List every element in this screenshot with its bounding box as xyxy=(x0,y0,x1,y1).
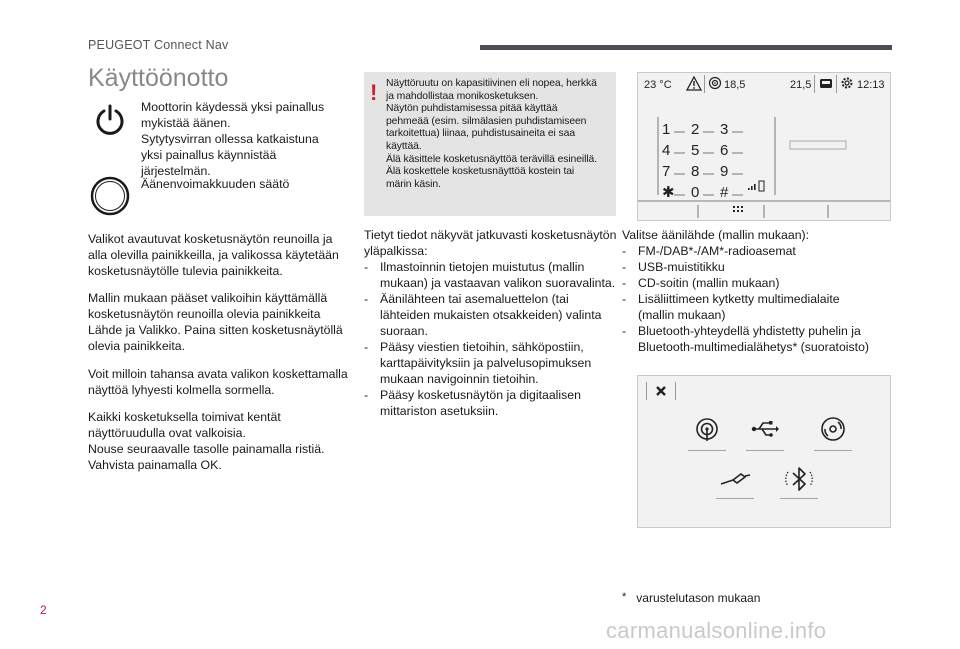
list-item: - USB-muistitikku xyxy=(622,259,912,275)
radio-icon xyxy=(694,416,720,442)
page-number: 2 xyxy=(40,603,47,617)
key-6[interactable]: 6 xyxy=(720,142,729,159)
key-5[interactable]: 5 xyxy=(691,142,700,159)
key-0[interactable]: 0 xyxy=(691,184,700,201)
list-item: - CD-soitin (mallin mukaan) xyxy=(622,275,912,291)
audio-sources-info: Valitse äänilähde (mallin mukaan): - FM-/DAB*-/AM*-radioasemat - USB-muistitikku - CD-soitin (mallin mukaan) - Lisäliittimeen kytketty multimedialaite (mallin mukaan) - Bluetooth-yhteydellä yhdistetty puhelin ja Bluetooth-multimedialähetys* (suoratoisto) xyxy=(622,227,912,355)
source-cd[interactable] xyxy=(814,412,852,451)
source-usb[interactable] xyxy=(746,412,784,451)
screen-audio-sources xyxy=(637,375,891,528)
key-2[interactable]: 2 xyxy=(691,121,700,138)
key-3[interactable]: 3 xyxy=(720,121,729,138)
list-item: - Ilmastoinnin tietojen muistutus (mallin mukaan) ja vastaavan valikon suoravalinta. xyxy=(364,259,620,291)
paragraph-fields: Kaikki kosketuksella toimivat kentät näyttöruudulla ovat valkoisia. Nouse seuraavalle tasolle painamalla ristiä. Vahvista painamalla OK. xyxy=(88,410,325,472)
radio-frequency[interactable]: 18,5 xyxy=(724,79,746,91)
key-9[interactable]: 9 xyxy=(720,163,729,180)
paragraph-three-finger: Voit milloin tahansa avata valikon koskettamalla näyttöä lyhyesti kolmella sormella. xyxy=(88,367,348,397)
key-7[interactable]: 7 xyxy=(662,163,671,180)
watermark[interactable]: carmanualsonline.info xyxy=(606,618,827,643)
source-radio[interactable] xyxy=(688,412,726,451)
bluetooth-icon xyxy=(784,464,814,494)
volume-description: Äänenvoimakkuuden säätö xyxy=(141,177,290,191)
list-item: - Pääsy viestien tietoihin, sähköpostiin, karttapäivityksiin ja palvelusopimuksen mukaan navigoinnin tietoihin. xyxy=(364,339,620,387)
page-title: Käyttöönotto xyxy=(88,64,229,92)
key-hash[interactable]: # xyxy=(720,184,729,201)
key-8[interactable]: 8 xyxy=(691,163,700,180)
usb-icon xyxy=(750,416,780,442)
warning-exclamation-icon: ! xyxy=(370,80,378,105)
close-button[interactable] xyxy=(646,382,676,400)
paragraph-access: Mallin mukaan pääset valikoihin käyttämällä kosketusnäytön reunoilla olevia painikkeita Lähde ja Valikko. Paina sitten kosketusnäytöllä olevia painikkeita. xyxy=(88,291,343,353)
status-bar-info: Tietyt tiedot näkyvät jatkuvasti kosketusnäytön yläpalkissa: - Ilmastoinnin tietojen muistutus (mallin mukaan) ja vastaavan valikon suoravalinta. - Äänilähteen tai asemaluettelon (tai lähteiden mukaisten otsakkeiden) valinta suoraan. - Pääsy viestien tietoihin, sähköpostiin, karttapäivityksiin ja palvelusopimuksen mukaan navigoinnin tietoihin. - Pääsy kosketusnäytön ja digitaalisen mittariston asetuksiin. xyxy=(364,227,620,419)
power-icon xyxy=(93,103,127,137)
aux-icon xyxy=(719,464,751,490)
audio-sources-list xyxy=(622,243,912,355)
temp-left[interactable]: 23 °C xyxy=(644,79,672,91)
screen-phone-keypad xyxy=(637,72,891,221)
status-bar-list xyxy=(364,259,620,419)
footnote: * varustelutason mukaan xyxy=(622,591,761,605)
source-aux[interactable] xyxy=(716,460,754,499)
list-item: - Lisäliittimeen kytketty multimedialaite (mallin mukaan) xyxy=(622,291,912,323)
header-product: PEUGEOT Connect Nav xyxy=(88,38,229,52)
cd-icon xyxy=(820,416,846,442)
list-item: - Pääsy kosketusnäytön ja digitaalisen mittariston asetuksiin. xyxy=(364,387,620,419)
paragraph-menus: Valikot avautuvat kosketusnäytön reunoilla ja alla olevilla painikkeilla, ja valikossa käytetään kosketusnäytölle tulevia painikkeita. xyxy=(88,232,339,278)
list-item: - FM-/DAB*-/AM*-radioasemat xyxy=(622,243,912,259)
key-1[interactable]: 1 xyxy=(662,121,671,138)
key-star[interactable]: ✱ xyxy=(662,184,675,201)
volume-knob-icon xyxy=(90,176,130,216)
list-item: - Äänilähteen tai asemaluettelon (tai lähteiden mukaisten otsakkeiden) valinta suoraan. xyxy=(364,291,620,339)
key-4[interactable]: 4 xyxy=(662,142,671,159)
list-item: - Bluetooth-yhteydellä yhdistetty puhelin ja Bluetooth-multimedialähetys* (suoratoisto) xyxy=(622,323,912,355)
source-bluetooth[interactable] xyxy=(780,460,818,499)
clock: 12:13 xyxy=(857,79,885,91)
temp-right[interactable]: 21,5 xyxy=(790,79,812,91)
keypad-lines xyxy=(638,73,890,220)
power-description: Moottorin käydessä yksi painallus mykistää äänen. Sytytysvirran ollessa katkaistuna yksi painallus käynnistää järjestelmän. xyxy=(141,100,325,178)
header-bar xyxy=(480,45,892,50)
close-icon xyxy=(655,385,667,397)
warning-text: Näyttöruutu on kapasitiivinen eli nopea, herkkä ja mahdollistaa monikosketuksen. Näytön puhdistamisessa pitää käyttää pehmeää (esim. silmälasien puhdistamiseen tarkoitettua) liinaa, puhdistusaineita ei saa käyttää. Älä käsittele kosketusnäyttöä terävillä esineillä. Älä koskettele kosketusnäyttöä kostein tai märin käsin. xyxy=(386,78,598,190)
